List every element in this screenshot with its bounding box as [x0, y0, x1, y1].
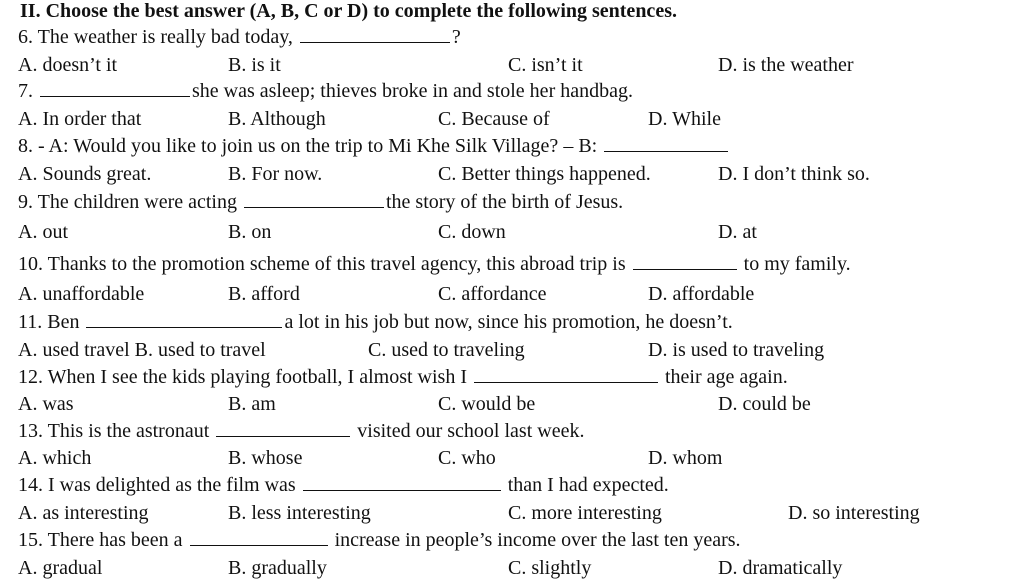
option-d: D. I don’t think so. — [718, 163, 870, 185]
option-a: A. In order that — [18, 108, 142, 130]
option-b: B. whose — [228, 447, 303, 469]
option-d: D. whom — [648, 447, 723, 469]
option-d: D. dramatically — [718, 557, 843, 579]
question-6-text: 6. The weather is really bad today, — [18, 26, 298, 48]
question-13 — [18, 420, 584, 442]
answer-blank — [86, 311, 282, 328]
option-d: D. While — [648, 108, 721, 130]
question-12 — [18, 366, 788, 388]
option-c: C. more interesting — [508, 502, 662, 524]
question-14-tail: than I had expected. — [502, 474, 669, 496]
option-d: D. could be — [718, 393, 811, 415]
option-b: B. am — [228, 393, 276, 415]
question-15 — [18, 529, 741, 551]
question-13-tail: visited our school last week. — [352, 420, 585, 442]
option-b: B. on — [228, 221, 272, 243]
option-b: B. is it — [228, 54, 281, 76]
option-c: C. affordance — [438, 283, 547, 305]
question-10 — [18, 253, 851, 275]
option-a: A. Sounds great. — [18, 163, 152, 185]
question-10-tail: to my family. — [738, 253, 851, 275]
question-8-text: 8. - A: Would you like to join us on the trip to Mi Khe Silk Village? – B: — [18, 135, 603, 157]
question-11 — [18, 311, 733, 333]
option-c: C. used to traveling — [368, 339, 525, 361]
option-a: A. was — [18, 393, 74, 415]
question-11-tail: a lot in his job but now, since his promotion, he doesn’t. — [284, 311, 733, 333]
question-7 — [18, 80, 633, 102]
option-c: C. Better things happened. — [438, 163, 651, 185]
answer-blank — [190, 529, 328, 546]
option-d: D. is used to traveling — [648, 339, 825, 361]
option-b: B. afford — [228, 283, 300, 305]
option-d: D. is the weather — [718, 54, 854, 76]
question-10-text: 10. Thanks to the promotion scheme of this travel agency, this abroad trip is — [18, 253, 631, 275]
option-d: D. so interesting — [788, 502, 920, 524]
section-heading: II. Choose the best answer (A, B, C or D) to complete the following sentences. — [20, 0, 677, 22]
question-7-text: 7. — [18, 80, 38, 102]
question-9-tail: the story of the birth of Jesus. — [385, 191, 624, 213]
option-a: A. unaffordable — [18, 283, 145, 305]
question-9 — [18, 191, 623, 213]
option-b: B. gradually — [228, 557, 327, 579]
question-7-tail: she was asleep; thieves broke in and stole her handbag. — [192, 80, 633, 102]
answer-blank — [216, 420, 350, 437]
option-c: C. down — [438, 221, 506, 243]
option-b: B. less interesting — [228, 502, 371, 524]
question-14-text: 14. I was delighted as the film was — [18, 474, 301, 496]
option-b: B. For now. — [228, 163, 323, 185]
option-c: C. slightly — [508, 557, 592, 579]
option-d: D. affordable — [648, 283, 755, 305]
question-15-tail: increase in people’s income over the last ten years. — [329, 529, 741, 551]
question-11-text: 11. Ben — [18, 311, 85, 333]
option-c: C. who — [438, 447, 496, 469]
option-a: A. as interesting — [18, 502, 149, 524]
question-12-tail: their age again. — [660, 366, 788, 388]
answer-blank — [604, 135, 728, 152]
question-14 — [18, 474, 669, 496]
option-a: A. out — [18, 221, 68, 243]
option-a: A. doesn’t it — [18, 54, 118, 76]
answer-blank — [300, 26, 450, 43]
option-c: C. isn’t it — [508, 54, 583, 76]
answer-blank — [474, 366, 658, 383]
answer-blank — [633, 253, 737, 270]
answer-blank — [40, 80, 190, 97]
question-6-tail: ? — [451, 26, 461, 48]
option-d: D. at — [718, 221, 757, 243]
answer-blank — [303, 474, 501, 491]
question-6 — [18, 26, 461, 48]
question-9-text: 9. The children were acting — [18, 191, 242, 213]
question-13-text: 13. This is the astronaut — [18, 420, 215, 442]
option-c: C. would be — [438, 393, 536, 415]
option-a: A. gradual — [18, 557, 103, 579]
option-a-b: A. used travel B. used to travel — [18, 339, 266, 361]
option-b: B. Although — [228, 108, 326, 130]
answer-blank — [244, 191, 384, 208]
question-12-text: 12. When I see the kids playing football, I almost wish I — [18, 366, 472, 388]
option-c: C. Because of — [438, 108, 550, 130]
question-15-text: 15. There has been a — [18, 529, 188, 551]
question-8 — [18, 135, 730, 157]
option-a: A. which — [18, 447, 92, 469]
